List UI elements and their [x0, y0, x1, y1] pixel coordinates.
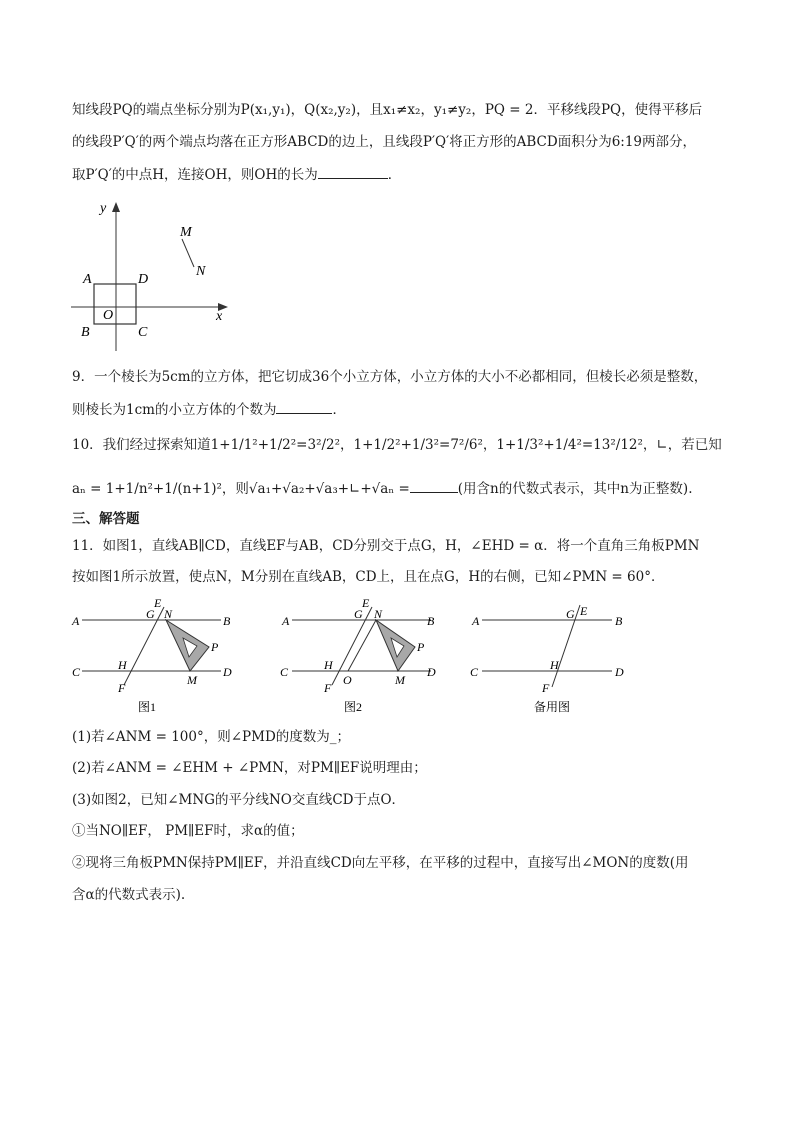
q10-line2 — [72, 478, 692, 499]
label-m: M — [395, 673, 405, 687]
label-g: G — [146, 607, 155, 621]
answer-blank — [410, 478, 458, 493]
caption-fig1: 图1 — [138, 700, 157, 714]
label-f: F — [324, 681, 332, 695]
q11-sub2: (2)若∠ANM = ∠EHM + ∠PMN，对PM∥EF说明理由； — [72, 760, 427, 776]
label-n: N — [374, 607, 383, 621]
q11-line2: 按如图1所示放置，使点N，M分别在直线AB，CD上，且在点G，H的右侧，已知∠PMN = 60°． — [72, 569, 665, 585]
y-label: y — [100, 201, 107, 216]
label-e: E — [362, 596, 370, 610]
q8-coordinate-figure — [66, 196, 236, 356]
label-f: F — [118, 681, 126, 695]
label-b: B — [615, 614, 623, 628]
q10-line2-formula: aₙ = 1+1/n²+1/(n+1)²，则√a₁+√a₂+√a₃+∟+√aₙ = — [72, 481, 410, 497]
label-a: A — [72, 614, 80, 628]
line-ef — [332, 607, 372, 685]
q11-sub3-part1: ①当NO∥EF， PM∥EF时，求α的值； — [72, 823, 304, 839]
label-h: H — [118, 658, 127, 672]
label-p: P — [417, 640, 425, 654]
d-label: D — [138, 272, 149, 287]
a-label: A — [83, 272, 92, 287]
q9-line2 — [72, 399, 346, 420]
y-axis-arrow — [112, 202, 120, 212]
answer-blank — [318, 164, 388, 179]
label-c: C — [470, 665, 479, 679]
figure-1 — [66, 595, 246, 720]
label-b: B — [427, 614, 435, 628]
caption-fig3: 备用图 — [534, 700, 571, 714]
q11-sub3: (3)如图2，已知∠MNG的平分线NO交直线CD于点O． — [72, 792, 406, 808]
line-ef — [124, 607, 164, 685]
figure-3 — [466, 595, 646, 720]
caption-fig2: 图2 — [344, 700, 363, 714]
figure-2 — [276, 595, 456, 720]
label-b: B — [223, 614, 231, 628]
q8-line3-text: 取P′Q′的中点H，连接OH，则OH的长为 — [72, 167, 318, 183]
label-g: G — [354, 607, 363, 621]
label-d: D — [615, 665, 624, 679]
label-g: G — [566, 607, 575, 621]
q8-line1: 知线段PQ的端点坐标分别为P(x₁,y₁)，Q(x₂,y₂)，且x₁≠x₂，y₁≠y₂，PQ = 2．平移线段PQ，使得平移后 — [72, 102, 703, 118]
label-o: O — [343, 673, 352, 687]
q11-line1: 11．如图1，直线AB∥CD，直线EF与AB，CD分别交于点G，H，∠EHD = α．将一个直角三角板PMN — [72, 538, 700, 554]
square-abcd — [94, 284, 136, 324]
answer-blank — [276, 399, 332, 414]
b-label: B — [81, 325, 90, 340]
q8-line3 — [72, 164, 401, 185]
label-f: F — [542, 681, 550, 695]
section-heading: 三、解答题 — [72, 511, 140, 527]
label-m: M — [187, 673, 197, 687]
label-d: D — [223, 665, 232, 679]
m-label: M — [180, 225, 192, 240]
q10-line1: 10．我们经过探索知道1+1/1²+1/2²=3²/2²，1+1/2²+1/3²=7²/6²，1+1/3²+1/4²=13²/12²，∟，若已知 — [72, 437, 722, 453]
q9-line2-end: ． — [332, 402, 346, 418]
label-c: C — [72, 665, 81, 679]
n-label: N — [196, 264, 206, 279]
q11-sub3-part2-cont: 含α的代数式表示). — [72, 887, 186, 903]
label-h: H — [324, 658, 333, 672]
q11-sub1: (1)若∠ANM = 100°，则∠PMD的度数为_； — [72, 729, 351, 745]
label-p: P — [211, 640, 219, 654]
x-label: x — [216, 309, 223, 324]
q10-line2-text: (用含n的代数式表示，其中n为正整数). — [457, 481, 693, 497]
q9-line1: 9．一个棱长为5cm的立方体，把它切成36个小立方体，小立方体的大小不必都相同，但棱长必须是整数， — [72, 369, 708, 385]
o-label: O — [103, 308, 114, 323]
label-h: H — [550, 658, 559, 672]
label-e: E — [154, 596, 162, 610]
c-label: C — [138, 325, 148, 340]
label-d: D — [427, 665, 436, 679]
q8-line3-end: ． — [387, 167, 402, 183]
label-e: E — [580, 604, 588, 618]
q8-line2: 的线段P′Q′的两个端点均落在正方形ABCD的边上，且线段P′Q′将正方形的ABCD面积分为6:19两部分， — [72, 134, 697, 150]
q11-sub3-part2: ②现将三角板PMN保持PM∥EF，并沿直线CD向左平移，在平移的过程中，直接写出∠MON的度数(用 — [72, 855, 689, 871]
label-a: A — [282, 614, 290, 628]
q9-line2-text: 则棱长为1cm的小立方体的个数为 — [72, 402, 277, 418]
label-a: A — [472, 614, 480, 628]
segment-mn — [182, 239, 194, 267]
label-c: C — [280, 665, 289, 679]
label-n: N — [164, 607, 173, 621]
